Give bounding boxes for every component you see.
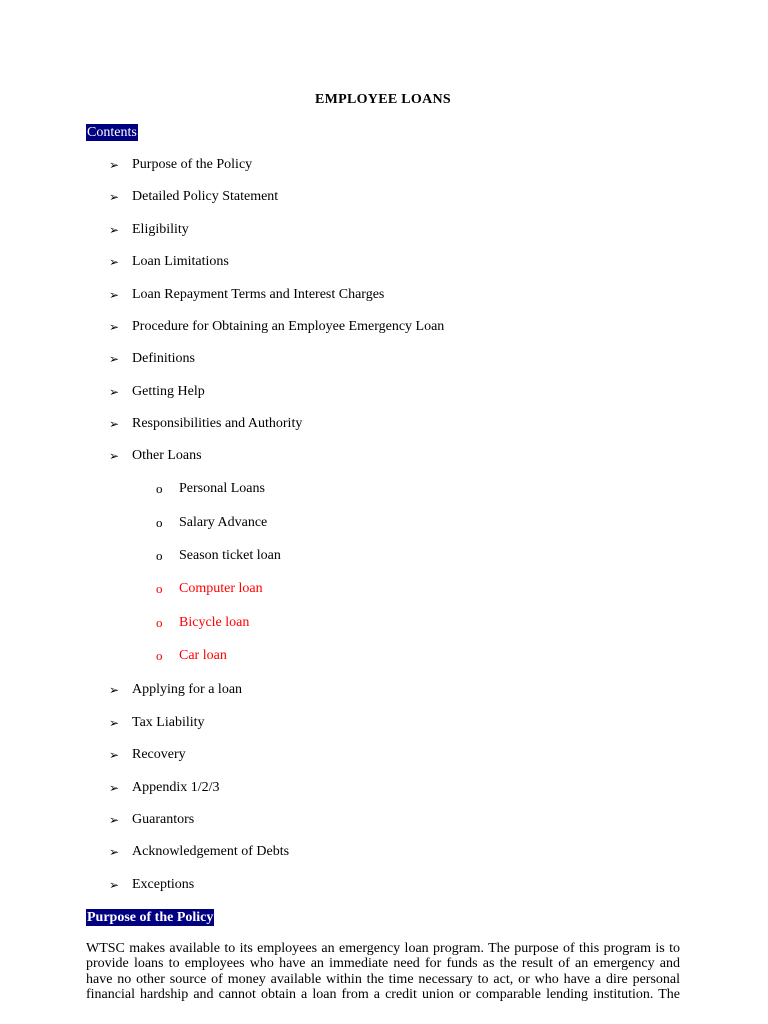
arrow-bullet-icon: ➢ xyxy=(109,683,120,697)
toc-item-label: Computer loan xyxy=(179,581,263,596)
hollow-bullet-icon: o xyxy=(156,615,163,630)
arrow-bullet-icon: ➢ xyxy=(109,288,120,302)
hollow-bullet-icon: o xyxy=(156,548,163,563)
toc-item-label: Season ticket loan xyxy=(179,548,281,563)
arrow-bullet-icon: ➢ xyxy=(109,158,120,172)
arrow-bullet-icon: ➢ xyxy=(109,320,120,334)
contents-heading: Contents xyxy=(87,125,137,140)
document-title: EMPLOYEE LOANS xyxy=(314,92,452,107)
toc-item-label: Loan Repayment Terms and Interest Charges xyxy=(132,287,385,302)
toc-item-label: Acknowledgement of Debts xyxy=(132,844,290,859)
arrow-bullet-icon: ➢ xyxy=(109,716,120,730)
arrow-bullet-icon: ➢ xyxy=(109,352,120,366)
purpose-paragraph: WTSC makes available to its employees an emergency loan program. The purpose of this program is to provide loans to employees who have an immediate need for funds as the result of an emergency and have no other source of money available within the time necessary to act, or who have a dire personal financial hardship and cannot obtain a loan from a credit union or comparable lending institution. The xyxy=(86,941,680,1002)
hollow-bullet-icon: o xyxy=(156,515,163,530)
toc-item-label: Tax Liability xyxy=(132,715,205,730)
arrow-bullet-icon: ➢ xyxy=(109,255,120,269)
arrow-bullet-icon: ➢ xyxy=(109,845,120,859)
toc-item-label: Detailed Policy Statement xyxy=(132,189,279,204)
toc-item-label: Purpose of the Policy xyxy=(132,157,253,172)
hollow-bullet-icon: o xyxy=(156,481,163,496)
hollow-bullet-icon: o xyxy=(156,581,163,596)
toc-item-label: Getting Help xyxy=(132,384,205,399)
arrow-bullet-icon: ➢ xyxy=(109,781,120,795)
toc-item-label: Recovery xyxy=(132,747,186,762)
toc-item-label: Procedure for Obtaining an Employee Emergency Loan xyxy=(132,319,445,334)
toc-item-label: Bicycle loan xyxy=(179,615,250,630)
hollow-bullet-icon: o xyxy=(156,648,163,663)
purpose-heading: Purpose of the Policy xyxy=(87,910,214,925)
toc-item-label: Other Loans xyxy=(132,448,202,463)
toc-item-label: Salary Advance xyxy=(179,515,268,530)
toc-item-label: Car loan xyxy=(179,648,227,663)
toc-item-label: Personal Loans xyxy=(179,481,265,496)
arrow-bullet-icon: ➢ xyxy=(109,385,120,399)
toc-item-label: Exceptions xyxy=(132,877,195,892)
arrow-bullet-icon: ➢ xyxy=(109,878,120,892)
toc-item-label: Responsibilities and Authority xyxy=(132,416,303,431)
toc-item-label: Applying for a loan xyxy=(132,682,243,697)
arrow-bullet-icon: ➢ xyxy=(109,223,120,237)
arrow-bullet-icon: ➢ xyxy=(109,748,120,762)
arrow-bullet-icon: ➢ xyxy=(109,449,120,463)
arrow-bullet-icon: ➢ xyxy=(109,813,120,827)
toc-item-label: Eligibility xyxy=(132,222,189,237)
arrow-bullet-icon: ➢ xyxy=(109,417,120,431)
toc-item-label: Appendix 1/2/3 xyxy=(132,780,220,795)
toc-item-label: Loan Limitations xyxy=(132,254,229,269)
arrow-bullet-icon: ➢ xyxy=(109,190,120,204)
toc-item-label: Definitions xyxy=(132,351,195,366)
toc-item-label: Guarantors xyxy=(132,812,195,827)
